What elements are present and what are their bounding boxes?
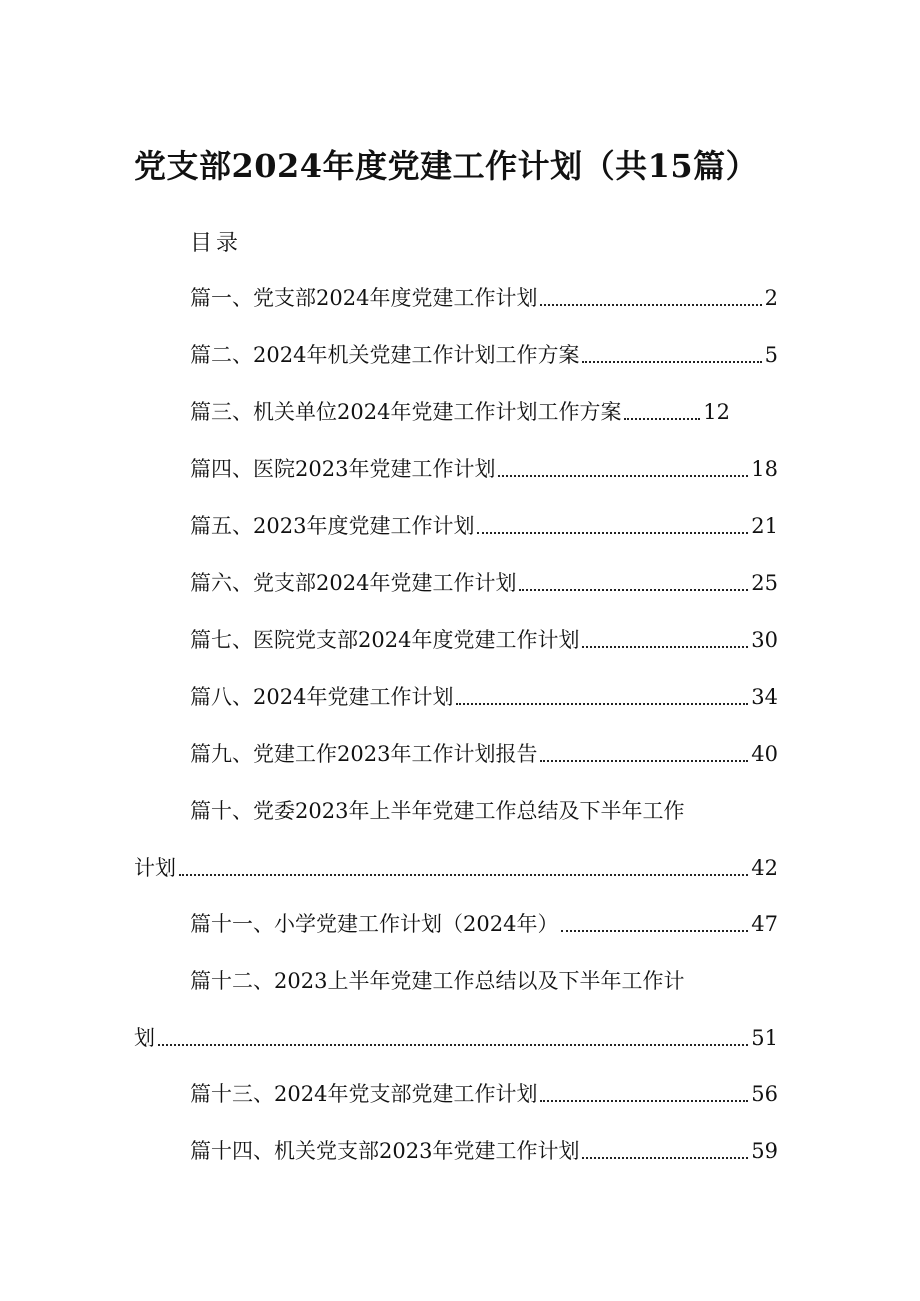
toc-entry-label: 篇七、医院党支部2024年度党建工作计划 — [190, 628, 580, 652]
toc-entry-7[interactable] — [190, 624, 778, 656]
toc-entry-label: 篇二、2024年机关党建工作计划工作方案 — [190, 343, 580, 367]
toc-entry-13[interactable] — [190, 1078, 778, 1110]
toc-entry-8[interactable] — [190, 681, 778, 713]
toc-entry-4[interactable] — [190, 453, 778, 485]
toc-entry-label: 篇九、党建工作2023年工作计划报告 — [190, 742, 538, 766]
dot-leader — [582, 646, 748, 648]
dot-leader — [179, 874, 748, 876]
toc-entry-label: 篇六、党支部2024年党建工作计划 — [190, 571, 517, 595]
document-title: 党支部2024年度党建工作计划（共15篇） — [134, 147, 759, 185]
dot-leader — [561, 930, 748, 932]
dot-leader — [540, 304, 761, 306]
toc-entry-11[interactable] — [190, 908, 778, 940]
dot-leader — [519, 589, 748, 591]
toc-entry-5[interactable] — [190, 510, 778, 542]
toc-page-number: 5 — [764, 343, 778, 367]
toc-heading: 目录 — [190, 231, 243, 256]
dot-leader — [582, 361, 761, 363]
toc-entry-label: 划 — [134, 1026, 155, 1050]
toc-page-number: 30 — [751, 628, 778, 652]
toc-page-number: 12 — [703, 400, 730, 424]
toc-page-number: 56 — [751, 1082, 778, 1106]
dot-leader — [582, 1157, 748, 1159]
toc-entry-10-line1[interactable]: 篇十、党委2023年上半年党建工作总结及下半年工作 — [190, 799, 685, 823]
toc-entry-6[interactable] — [190, 567, 778, 599]
toc-page-number: 59 — [751, 1139, 778, 1163]
toc-entry-12-line1[interactable]: 篇十二、2023上半年党建工作总结以及下半年工作计 — [190, 969, 685, 993]
toc-entry-label: 篇十三、2024年党支部党建工作计划 — [190, 1082, 538, 1106]
toc-entry-label: 篇十四、机关党支部2023年党建工作计划 — [190, 1139, 580, 1163]
dot-leader — [158, 1044, 748, 1046]
toc-entry-label: 计划 — [134, 856, 176, 880]
dot-leader — [498, 475, 748, 477]
toc-page-number: 25 — [751, 571, 778, 595]
toc-page-number: 34 — [751, 685, 778, 709]
toc-entry-14[interactable] — [190, 1135, 778, 1167]
toc-entry-label: 篇八、2024年党建工作计划 — [190, 685, 454, 709]
toc-entry-10-line2[interactable] — [134, 852, 778, 884]
toc-page-number: 40 — [751, 742, 778, 766]
toc-entry-label: 篇十一、小学党建工作计划（2024年） — [190, 912, 559, 936]
toc-entry-12-line2[interactable] — [134, 1022, 778, 1054]
toc-page-number: 42 — [751, 856, 778, 880]
toc-entry-3[interactable] — [190, 396, 730, 428]
dot-leader — [624, 418, 700, 420]
dot-leader — [456, 703, 748, 705]
toc-entry-label: 篇三、机关单位2024年党建工作计划工作方案 — [190, 400, 622, 424]
toc-page-number: 47 — [751, 912, 778, 936]
toc-page-number: 21 — [751, 514, 778, 538]
toc-page-number: 51 — [751, 1026, 778, 1050]
toc-entry-2[interactable] — [190, 339, 778, 371]
dot-leader — [477, 532, 748, 534]
toc-entry-label: 篇五、2023年度党建工作计划 — [190, 514, 475, 538]
toc-page-number: 18 — [751, 457, 778, 481]
toc-entry-9[interactable] — [190, 738, 778, 770]
dot-leader — [540, 760, 748, 762]
dot-leader — [540, 1100, 748, 1102]
toc-entry-label: 篇一、党支部2024年度党建工作计划 — [190, 286, 538, 310]
toc-entry-1[interactable] — [190, 282, 778, 314]
toc-page-number: 2 — [764, 286, 778, 310]
toc-entry-label: 篇四、医院2023年党建工作计划 — [190, 457, 496, 481]
